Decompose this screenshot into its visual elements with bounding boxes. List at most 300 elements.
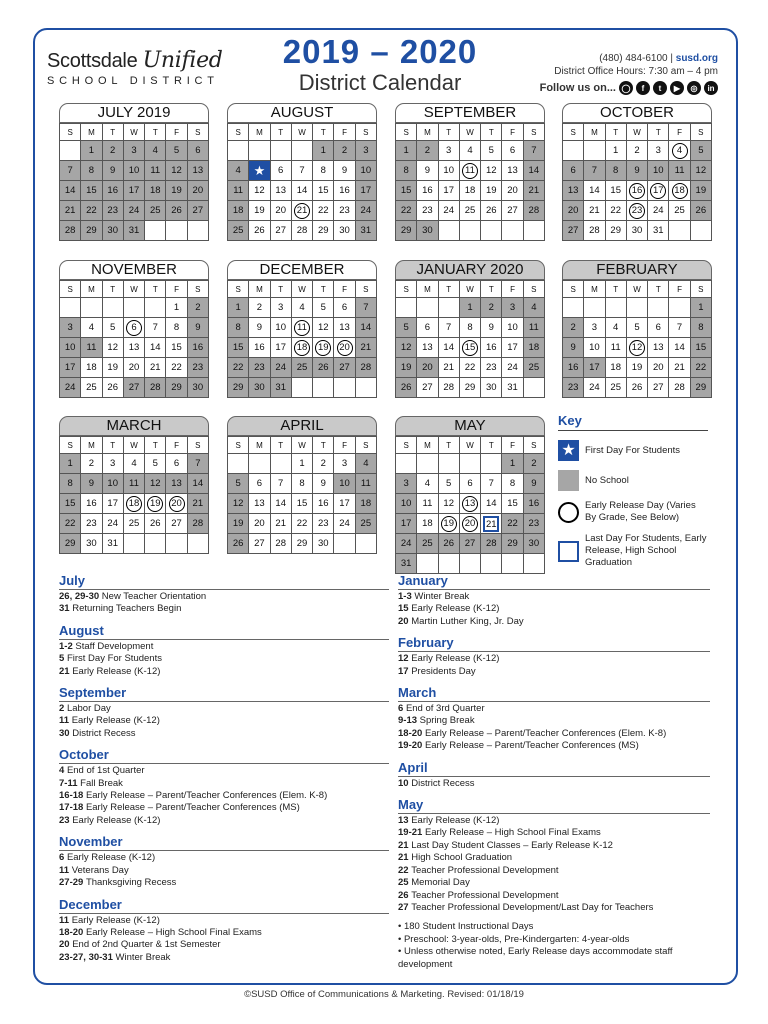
calendar-day: 13 [417,338,438,358]
calendar-day [396,454,417,474]
calendar-day: 14 [145,338,166,358]
event-item: 12 Early Release (K-12) [398,653,500,665]
calendar-day: 7 [270,474,291,494]
calendar-day [228,141,249,161]
month-name: OCTOBER [562,103,712,123]
month-april [227,416,377,554]
day-of-week: M [584,281,605,298]
calendar-day: 26 [102,378,123,398]
day-of-week: T [438,281,459,298]
calendar-day: 27 [334,358,355,378]
day-of-week: T [648,124,669,141]
calendar-day [355,534,376,554]
calendar-day [291,378,312,398]
twitter-icon[interactable]: t [653,81,667,95]
note-item: • 180 Student Instructional Days [398,921,534,933]
calendar-day: 31 [648,221,669,241]
day-of-week: T [438,124,459,141]
day-of-week: F [669,124,690,141]
calendar-day: 10 [584,338,605,358]
day-of-week: W [459,124,480,141]
calendar-day: 10 [502,318,523,338]
day-of-week: M [249,124,270,141]
calendar-day: 25 [417,534,438,554]
calendar-day: 9 [249,318,270,338]
calendar-day: 3 [270,298,291,318]
calendar-day: 14 [187,474,208,494]
day-of-week: S [187,281,208,298]
day-of-week: S [60,281,81,298]
calendar-day [249,141,270,161]
youtube-icon[interactable]: ▶ [670,81,684,95]
calendar-day: 7 [481,474,502,494]
month-march [59,416,209,554]
calendar-day [145,221,166,241]
social-links: Follow us on... ◯ f t ▶ ◎ in [540,81,718,95]
calendar-day: 7 [60,161,81,181]
calendar-day: 20 [459,514,480,534]
calendar-day [166,221,187,241]
day-of-week: S [396,281,417,298]
calendar-day: 27 [166,514,187,534]
calendar-day: 15 [396,181,417,201]
calendar-day: 16 [417,181,438,201]
calendar-day: 27 [249,534,270,554]
calendar-day: 4 [417,474,438,494]
event-month: July [59,573,389,590]
calendar-day: 5 [145,454,166,474]
calendar-day: 24 [396,534,417,554]
calendar-day: 11 [459,161,480,181]
calendar-day: 24 [270,358,291,378]
day-of-week: T [481,437,502,454]
calendar-day: 30 [626,221,647,241]
calendar-day: 16 [481,338,502,358]
calendar-day: 2 [334,141,355,161]
event-item: 11 Early Release (K-12) [59,715,160,727]
calendar-day: 6 [417,318,438,338]
calendar-day: 11 [291,318,312,338]
event-item: 6 End of 3rd Quarter [398,703,485,715]
calendar-day: 3 [648,141,669,161]
calendar-day: 11 [669,161,690,181]
month-december [227,260,377,398]
event-month: February [398,635,710,652]
calendar-day: 2 [313,454,334,474]
calendar-day: 25 [291,358,312,378]
calendar-day [459,454,480,474]
calendar-day: 16 [563,358,584,378]
event-item: 22 Teacher Professional Development [398,864,559,876]
calendar-day: 20 [502,181,523,201]
month-name: NOVEMBER [59,260,209,280]
calendar-day: 19 [481,181,502,201]
calendar-day: 12 [396,338,417,358]
calendar-day: 17 [123,181,144,201]
calendar-day: 24 [123,201,144,221]
calendar-day: 19 [690,181,711,201]
calendar-day: 14 [523,161,544,181]
calendar-day [690,221,711,241]
calendar-day: 29 [459,378,480,398]
calendar-day: 19 [102,358,123,378]
calendar-day: 16 [102,181,123,201]
calendar-day [584,141,605,161]
calendar-day: 26 [228,534,249,554]
calendar-day: 31 [355,221,376,241]
event-item: 27 Teacher Professional Development/Last Day for Teachers [398,901,654,913]
calendar-day: 3 [123,141,144,161]
event-group [59,897,389,965]
calendar-day: 15 [690,338,711,358]
calendar-day: 3 [438,141,459,161]
event-item: 27-29 Thanksgiving Recess [59,877,177,889]
contact-info: (480) 484-6100 | susd.org District Office Hours: 7:30 am – 4 pm Follow us on... ◯ f t ▶ ◎ in [539,53,718,94]
day-of-week: W [626,281,647,298]
calendar-day: 7 [145,318,166,338]
calendar-day [563,141,584,161]
calendar-day [417,554,438,574]
calendar-day [438,298,459,318]
event-month: April [398,760,710,777]
calendar-day: 6 [249,474,270,494]
calendar-day: 15 [291,494,312,514]
calendar-day: 6 [166,454,187,474]
calendar-day: 28 [60,221,81,241]
calendar-day: 8 [605,161,626,181]
calendar-day: 15 [228,338,249,358]
month-november [59,260,209,398]
calendar-day: 31 [270,378,291,398]
calendar-day: 25 [228,221,249,241]
calendar-day [270,454,291,474]
day-of-week: T [102,281,123,298]
month-name: MAY [395,416,545,436]
calendar-day [145,534,166,554]
calendar-day [438,554,459,574]
day-of-week: S [563,281,584,298]
calendar-day: 11 [145,161,166,181]
calendar-day: 15 [81,181,102,201]
calendar-day: 6 [648,318,669,338]
calendar-day: 7 [438,318,459,338]
calendar-day: 28 [355,358,376,378]
calendar-day: 8 [81,161,102,181]
calendar-day [291,141,312,161]
calendar-day: 10 [102,474,123,494]
calendar-day: 4 [81,318,102,338]
calendar-day: 8 [459,318,480,338]
calendar-day: 19 [313,338,334,358]
calendar-day: 31 [502,378,523,398]
month-name: JANUARY 2020 [395,260,545,280]
calendar-day: 25 [605,378,626,398]
social-icon[interactable]: ◯ [619,81,633,95]
calendar-day: 22 [502,514,523,534]
calendar-day: 6 [563,161,584,181]
day-of-week: S [228,281,249,298]
calendar-day: 26 [166,201,187,221]
calendar-day: 9 [334,161,355,181]
calendar-day: 3 [584,318,605,338]
calendar-day: 29 [690,378,711,398]
day-of-week: F [502,281,523,298]
calendar-day: 28 [584,221,605,241]
calendar-day: 1 [690,298,711,318]
website-link[interactable]: susd.org [675,53,718,64]
calendar-day: 20 [123,358,144,378]
calendar-day [605,298,626,318]
calendar-day: 8 [60,474,81,494]
calendar-day: 1 [166,298,187,318]
calendar-day: 30 [417,221,438,241]
day-of-week: W [459,281,480,298]
month-may [395,416,545,574]
day-of-week: S [563,124,584,141]
calendar-day: 13 [187,161,208,181]
calendar-day: 7 [669,318,690,338]
day-of-week: F [502,124,523,141]
calendar-day: 27 [187,201,208,221]
event-item: 19-21 Early Release – High School Final Exams [398,827,601,839]
calendar-day: 21 [60,201,81,221]
calendar-day: 2 [523,454,544,474]
calendar-day [481,221,502,241]
calendar-day [417,454,438,474]
calendar-day: 14 [438,338,459,358]
calendar-day: 19 [228,514,249,534]
event-item: 9-13 Spring Break [398,715,475,727]
calendar-day: 15 [166,338,187,358]
calendar-day [166,534,187,554]
calendar-day: 21 [584,201,605,221]
calendar-day: 23 [102,201,123,221]
calendar-day: 17 [334,494,355,514]
event-item: 21 Early Release (K-12) [59,665,161,677]
calendar-day: 23 [81,514,102,534]
calendar-day: 24 [502,358,523,378]
day-of-week: W [123,437,144,454]
calendar-day: 2 [102,141,123,161]
calendar-day [60,141,81,161]
day-of-week: W [291,437,312,454]
calendar-day [355,378,376,398]
event-item: 1-2 Staff Development [59,640,154,652]
calendar-day [334,378,355,398]
calendar-day: 27 [648,378,669,398]
calendar-day [502,554,523,574]
day-of-week: M [417,124,438,141]
facebook-icon[interactable]: f [636,81,650,95]
event-item: 10 District Recess [398,777,475,789]
day-of-week: T [313,281,334,298]
day-of-week: M [81,124,102,141]
event-item: 26, 29-30 New Teacher Orientation [59,591,207,602]
calendar-day: 5 [396,318,417,338]
calendar-day: 18 [355,494,376,514]
calendar-day [584,298,605,318]
month-name: SEPTEMBER [395,103,545,123]
calendar-day: 24 [438,201,459,221]
calendar-day: 13 [249,494,270,514]
calendar-day: 6 [123,318,144,338]
event-item: 18-20 Early Release – Parent/Teacher Conferences (Elem. K-8) [398,727,667,739]
calendar-day: 15 [60,494,81,514]
calendar-day: 17 [355,181,376,201]
calendar-day [648,298,669,318]
calendar-day: 9 [102,161,123,181]
calendar-day: 29 [228,378,249,398]
calendar-day [81,298,102,318]
calendar-day [502,221,523,241]
day-of-week: F [166,281,187,298]
footer: ©SUSD Office of Communications & Marketing. Revised: 01/18/19 [244,989,524,1000]
calendar-day: 19 [438,514,459,534]
event-item: 21 Last Day Student Classes – Early Release K-12 [398,839,613,851]
calendar-day: 17 [438,181,459,201]
day-of-week: W [459,437,480,454]
calendar-day: 19 [626,358,647,378]
calendar-day: 17 [584,358,605,378]
calendar-day: 2 [417,141,438,161]
calendar-day: 21 [438,358,459,378]
calendar-day: 18 [291,338,312,358]
calendar-day: 22 [459,358,480,378]
note-item: • Preschool: 3-year-olds, Pre-Kindergarten: 4-year-olds [398,933,630,945]
calendar-day: 5 [102,318,123,338]
calendar-day [481,454,502,474]
calendar-day: 9 [187,318,208,338]
day-of-week: S [523,437,544,454]
day-of-week: T [605,281,626,298]
calendar-day: 14 [669,338,690,358]
calendar-day: 21 [523,181,544,201]
event-item: 1-3 Winter Break [398,591,470,602]
day-of-week: S [396,437,417,454]
calendar-day [523,554,544,574]
event-item: 31 Returning Teachers Begin [59,603,182,615]
day-of-week: S [60,124,81,141]
event-item: 4 End of 1st Quarter [59,765,145,777]
key-title: Key [558,413,708,431]
calendar-day [481,554,502,574]
calendar-day [417,298,438,318]
linkedin-icon[interactable]: in [704,81,718,95]
calendar-day: 18 [123,494,144,514]
calendar-day: 16 [626,181,647,201]
calendar-day: 13 [166,474,187,494]
calendar-day: 27 [502,201,523,221]
day-of-week: T [102,124,123,141]
calendar-day: 28 [438,378,459,398]
event-group [398,685,710,753]
calendar-day: 9 [81,474,102,494]
calendar-day: 10 [648,161,669,181]
calendar-day: 22 [166,358,187,378]
calendar-day: 23 [417,201,438,221]
calendar-day: 12 [166,161,187,181]
calendar-day: 3 [396,474,417,494]
calendar-day: 1 [396,141,417,161]
day-of-week: M [81,281,102,298]
calendar-day: 22 [291,514,312,534]
calendar-day: 18 [459,181,480,201]
day-of-week: F [166,124,187,141]
calendar-day: 29 [60,534,81,554]
calendar-day [438,454,459,474]
calendar-subtitle: District Calendar [298,70,462,95]
event-item: 25 Memorial Day [398,877,470,889]
calendar-day: 5 [313,298,334,318]
calendar-day: 22 [60,514,81,534]
day-of-week: M [584,124,605,141]
office-hours: District Office Hours: 7:30 am – 4 pm [554,66,718,77]
month-july-2019 [59,103,209,241]
calendar-day [249,454,270,474]
day-of-week: S [355,124,376,141]
event-item: 18-20 Early Release – High School Final Exams [59,926,262,938]
calendar-day: 17 [60,358,81,378]
month-january-2020 [395,260,545,398]
calendar-key: Key ★ First Day For Students No School Early Release Day (Varies By Grade, See Below) Last Day For Students, Early Release, High School Graduation [558,413,707,568]
instagram-icon[interactable]: ◎ [687,81,701,95]
calendar-day: 9 [417,161,438,181]
calendar-day: 26 [481,201,502,221]
calendar-notes [398,921,710,971]
calendar-day: 17 [270,338,291,358]
phone: (480) 484-6100 [599,53,668,64]
calendar-day: 1 [502,454,523,474]
event-month: October [59,747,389,764]
day-of-week: F [334,281,355,298]
calendar-day [396,298,417,318]
event-month: May [398,797,710,814]
calendar-day: 26 [145,514,166,534]
event-item: 7-11 Fall Break [59,777,123,789]
calendar-day: 3 [502,298,523,318]
calendar-day: 12 [438,494,459,514]
calendar-day: 18 [228,201,249,221]
calendar-day: 20 [249,514,270,534]
event-item: 17 Presidents Day [398,665,476,677]
page-title [260,34,500,96]
calendar-day: 4 [669,141,690,161]
calendar-day: 19 [145,494,166,514]
calendar-day: 28 [270,534,291,554]
event-item: 19-20 Early Release – Parent/Teacher Conferences (MS) [398,740,639,752]
calendar-day: 21 [291,201,312,221]
calendar-day: 27 [417,378,438,398]
event-item: 5 First Day For Students [59,653,162,665]
event-month: December [59,897,389,914]
calendar-day: 23 [313,514,334,534]
calendar-day: 8 [313,161,334,181]
day-of-week: M [417,281,438,298]
event-month: September [59,685,389,702]
calendar-day: 31 [102,534,123,554]
calendar-day: 11 [123,474,144,494]
month-name: DECEMBER [227,260,377,280]
calendar-day: 1 [459,298,480,318]
calendar-day: 29 [313,221,334,241]
calendar-day: 29 [502,534,523,554]
calendar-day: 10 [355,161,376,181]
day-of-week: S [228,437,249,454]
event-item: 2 Labor Day [59,703,111,715]
calendar-day: 30 [481,378,502,398]
calendar-day [523,221,544,241]
event-item: 20 End of 2nd Quarter & 1st Semester [59,939,221,951]
